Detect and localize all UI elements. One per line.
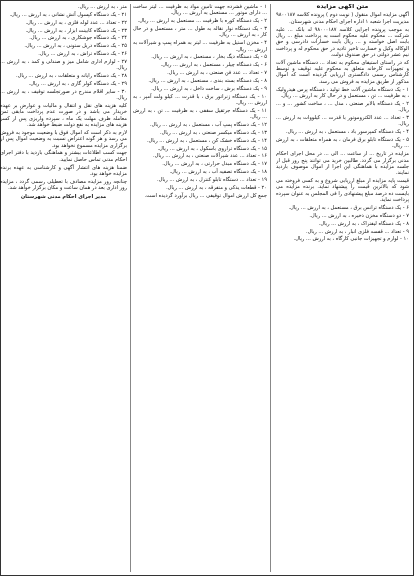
signature: مدیر اجرای احکام مدنی شهرستان xyxy=(20,194,107,201)
notice-column-right xyxy=(276,4,409,572)
list-item: ۱۸ - یک دستگاه تصفیه آب ، به ارزش ... ریال. xyxy=(169,169,267,176)
list-item: ۲۵ - یک دستگاه دریل ستونی ، به ارزش ... ریال. xyxy=(24,43,127,50)
list-item: ۲ - یک دستگاه کوره با ظرفیت ... مستعمل به ارزش ... ریال. xyxy=(137,18,267,25)
list-item: ۲۸ - یک دستگاه رایانه و متعلقات ، به ارزش ... ریال. xyxy=(16,73,127,80)
paragraph: چنانچه روز مزایده مصادف با تعطیلی رسمی گردد ، مزایده روز اداری بعد در همان ساعت و مکان برگزار خواهد شد. xyxy=(0,178,127,192)
paragraph: کلیه هزینه های نقل و انتقال و مالیات و عوارض بر عهده خریدار می باشد و در صورت عدم پرداخت مابقی ثمن معامله ظرف مهلت یک ماه ، سپرده واریزی پس از کسر هزینه های مزایده به نفع دولت ضبط خواهد شد. xyxy=(0,102,127,128)
paragraph: لازم به ذکر است که اموال فوق با وضعیت موجود به فروش می رسد و هر گونه اعتراض نسبت به وضعیت اموال پس از برگزاری مزایده مسموع نخواهد بود. xyxy=(0,129,127,149)
paragraph: ۱۰ - لوازم و تجهیزات جانبی کارگاه ، به ارزش ... ریال. xyxy=(293,236,409,243)
list-item: ۱ - ماشین فشرده جهت تامین مواد به ظرفیت ... لیتر ساخت ... دارای موتور ... مستعمل به ارزش ... ریال. xyxy=(133,4,267,17)
paragraph: آگهی مزایده اموال منقول ( نوبت دوم ) پرونده کلاسه ۹۸۰۰۱۸۷ مدیریت اجرا شعبه ۱ اداره اجرای احکام مدنی شهرستان. xyxy=(276,12,409,25)
list-item: ۲۲ - تعداد ... عدد لوله فلزی ، به ارزش ... ریال. xyxy=(25,19,127,26)
paragraph: ۲ - یک دستگاه بالابر صنعتی ، مدل ... ، ساخت کشور ... و ... ریال. xyxy=(276,100,409,114)
list-item: ۲۷ - لوازم اداری شامل میز و صندلی و کمد ، به ارزش ... ریال. xyxy=(0,58,127,72)
notice-column-middle xyxy=(133,4,271,572)
list-item: ۲۰ - قطعات یدکی و متفرقه ، به ارزش ... ریال. xyxy=(166,184,267,191)
paragraph: که در راستای استیفای محکوم به تعداد ... دستگاه ماشین آلات و تجهیزات کارخانه متعلق به محکوم علیه توقیف و توسط کارشناس رسمی دادگستری ارزیابی گردیده است که اموال مذکور از طریق مزایده به فروش می رسد. xyxy=(276,59,409,85)
list-item: ۶ - یک دستگاه چیلر ، مستعمل ، به ارزش ... ریال. xyxy=(160,62,267,69)
paragraph: قیمت پایه مزایده از مبلغ ارزیابی شروع و به کسی فروخته می شود که بالاترین قیمت را پیشنهاد نماید. برنده مزایده می بایست ده درصد مبلغ پیشنهادی را فی المجلس به عنوان سپرده پرداخت نماید. xyxy=(276,178,409,204)
list-item: ۲۴ - یک دستگاه جوشکاری ، به ارزش ... ریال. xyxy=(29,35,127,42)
list-item: ۳۰ - سایر اقلام مندرج در صورتجلسه توقیف ، به ارزش ... ریال. xyxy=(0,88,127,102)
list-item: ۱۰ - یک دستگاه ژنراتور برق ، با قدرت ... کیلو ولت آمپر ، به ارزش ... ریال. xyxy=(133,93,267,106)
notice-title: متن آگهی مزایده xyxy=(316,4,369,10)
list-item: متر ، به ارزش ... ریال. xyxy=(77,4,127,10)
paragraph: ۴ - یک دستگاه کمپرسور باد ، مستعمل ، به ارزش ... ریال. xyxy=(285,129,409,136)
paragraph: ۹ - تعداد ... قفسه فلزی انبار ، به ارزش ... ریال. xyxy=(305,228,409,235)
list-item: ۱۵ - یک دستگاه ترازوی باسکول ، به ارزش ... ریال. xyxy=(157,145,267,152)
paragraph: مزایده در تاریخ ... از ساعت ... الی ... در محل اجرای احکام مدنی برگزار می گردد. طالبین خرید می توانند پنج روز قبل از جلسه مزایده با هماهنگی این اجرا از اموال موصوف بازدید نمایند. xyxy=(276,151,409,177)
list-item: ۱۳ - یک دستگاه میکسر صنعتی ، به ارزش ... ریال. xyxy=(159,129,267,136)
list-item: ۱۹ - تعداد ... دستگاه تابلو کنترل ، به ارزش ... ریال. xyxy=(157,176,267,183)
list-item: ۷ - تعداد ... عدد فن صنعتی ، به ارزش ... ریال. xyxy=(167,70,267,77)
list-item: ۱۲ - یک دستگاه پمپ آب ، مستعمل ، به ارزش ... ریال. xyxy=(149,122,267,128)
notice-column-left xyxy=(0,4,131,572)
list-item: ۳ - یک دستگاه نوار نقاله به طول ... متر ، مستعمل و در حال کار ، به ارزش ... ریال. xyxy=(133,26,267,39)
paragraph: ۷ - دو دستگاه مخزن ذخیره ، به ارزش ... ریال. xyxy=(309,212,409,219)
list-item: ۱۷ - یک دستگاه مبدل حرارتی ، به ارزش ... ریال. xyxy=(162,161,267,168)
list-item: ۲۹ - یک دستگاه کولر گازی ، به ارزش ... ریال. xyxy=(28,80,127,87)
paragraph: به موجب پرونده اجرایی کلاسه ۹۸۰۰۰۱۸۷ له بانک ... علیه شرکت ... محکوم علیه محکوم است به پرداخت مبلغ ... ریال بابت اصل خواسته و ... ریال بابت خسارات دادرسی و حق الوکاله وکیل و خسارت تاخیر تادیه در حق محکوم له و پرداخت نیم عشر دولتی در حق صندوق دولت. xyxy=(276,26,409,58)
paragraph: جهت کسب اطلاعات بیشتر و هماهنگی بازدید با دفتر اجرای احکام مدنی تماس حاصل نمایید. xyxy=(0,150,127,163)
list-item: ۲۶ - یک دستگاه تراش ، به ارزش ... ریال. xyxy=(38,51,127,58)
paragraph: ۱ - یک دستگاه ماشین آلات خط تولید ، دستگاه پرس هیدرولیک ، به ظرفیت ... تن ، مستعمل و در حال کار به ارزش ... ریال. xyxy=(276,86,409,99)
list-item: ۱۶ - تعداد ... عدد شیرآلات صنعتی ، به ارزش ... ریال. xyxy=(153,153,267,160)
paragraph: ۵ - یک دستگاه تابلو برق فرمان ، به همراه متعلقات ، به ارزش ... ریال. xyxy=(276,137,409,150)
list-item: ۵ - یک دستگاه دیگ بخار ، مستعمل ، به ارزش ... ریال. xyxy=(151,54,267,61)
list-item: ۲۱ - یک دستگاه کپسول آتش نشانی ، به ارزش ... ریال. xyxy=(9,11,127,18)
paragraph: ضمنا هزینه های انتشار آگهی و کارشناسی به عهده برنده مزایده خواهد بود. xyxy=(0,164,127,177)
paragraph: ۳ - تعداد ... عدد الکتروموتور با قدرت ... کیلووات به ارزش ... ریال. xyxy=(276,115,409,128)
paragraph: ۶ - یک دستگاه ترانس برق ، مستعمل ، به ارزش ... ریال. xyxy=(288,204,409,211)
list-item: ۲۳ - یک دستگاه کابینت ابزار ، به ارزش ... ریال. xyxy=(25,27,127,34)
list-item: ۴ - مخزن استیل به ظرفیت ... لیتر به همراه پمپ و شیرآلات به ارزش ... ریال. xyxy=(133,40,267,53)
list-item: ۱۱ - یک دستگاه جرثقیل سقفی ، به ظرفیت ... تن ، به ارزش ... ریال. xyxy=(133,107,267,121)
list-item: جمع کل ارزش اموال توقیفی ... ریال برآورد گردیده است. xyxy=(144,192,267,199)
list-item: ۱۴ - یک دستگاه خشک کن ، مستعمل ، به ارزش ... ریال. xyxy=(146,137,267,144)
list-item: ۹ - یک دستگاه برش ، ساخت داخل ، به ارزش ... ریال. xyxy=(151,85,267,92)
list-item: ۸ - یک دستگاه بسته بندی ، مستعمل ، به ارزش ... ریال. xyxy=(148,77,267,84)
paragraph: ۸ - یک دستگاه لیفتراک ، به ارزش ... ریال. xyxy=(318,220,409,227)
